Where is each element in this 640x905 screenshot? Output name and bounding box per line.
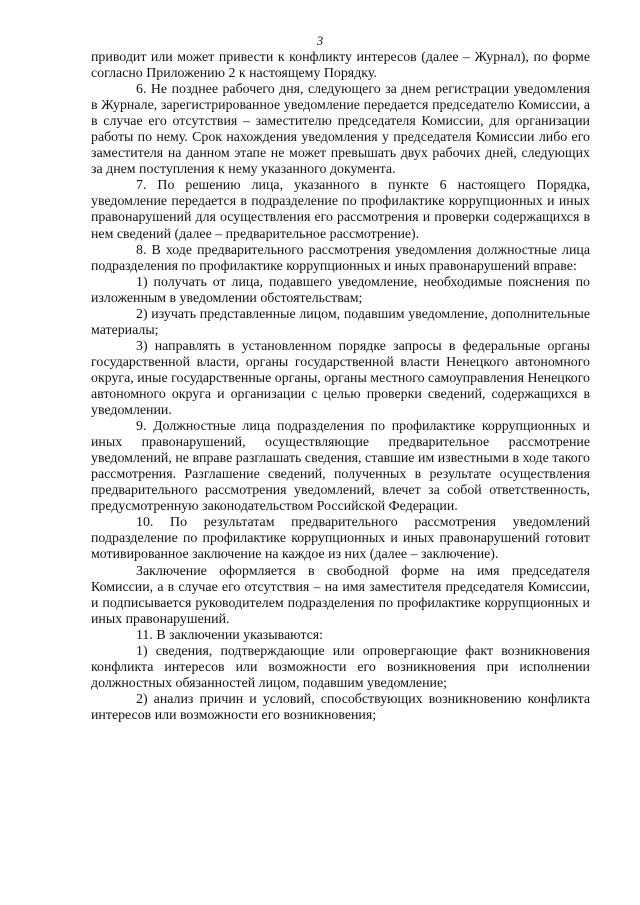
paragraph-item-11-2: 2) анализ причин и условий, способствующих возникновению конфликта интересов или возможности его возникновения; — [91, 691, 590, 723]
paragraph-conclusion-form: Заключение оформляется в свободной форме на имя председателя Комиссии, а в случае его отсутствия – на имя заместителя председателя Комиссии, и подписывается руководителем подразделения по профилактике коррупционных и иных правонарушений. — [91, 563, 590, 627]
paragraph-item-8-3: 3) направлять в установленном порядке запросы в федеральные органы государственной власти, органы государственной власти Ненецкого автономного округа, иные государственные органы, органы местного самоуправления Ненецкого автономного округа и организации с целью проверки сведений, содержащихся в уведомлении. — [91, 338, 590, 419]
paragraph-item-8: 8. В ходе предварительного рассмотрения уведомления должностные лица подразделения по профилактике коррупционных и иных правонарушений вправе: — [91, 242, 590, 274]
paragraph-item-7: 7. По решению лица, указанного в пункте 6 настоящего Порядка, уведомление передается в подразделение по профилактике коррупционных и иных правонарушений для осуществления его рассмотрения и проверки содержащихся в нем сведений (далее – предварительное рассмотрение). — [91, 178, 590, 242]
paragraph-item-9: 9. Должностные лица подразделения по профилактике коррупционных и иных правонарушений, осуществляющие предварительное рассмотрение уведомлений, не вправе разглашать сведения, ставшие им известными в ходе такого рассмотрения. Разглашение сведений, полученных в результате осуществления предварительного рассмотрения уведомлений, влечет за собой ответственность, предусмотренную законодательством Российской Федерации. — [91, 419, 590, 515]
paragraph-item-6: 6. Не позднее рабочего дня, следующего за днем регистрации уведомления в Журнале, зарегистрированное уведомление передается председателю Комиссии, а в случае его отсутствия – заместителю председателя Комиссии, для организации работы по нему. Срок нахождения уведомления у председателя Комиссии либо его заместителя на данном этапе не может превышать двух рабочих дней, следующих за днем поступления к нему указанного документа. — [91, 82, 590, 178]
page-number: 3 — [316, 34, 324, 48]
paragraph-item-8-1: 1) получать от лица, подавшего уведомление, необходимые пояснения по изложенным в уведомлении обстоятельствам; — [91, 274, 590, 306]
paragraph-continuation: приводит или может привести к конфликту интересов (далее – Журнал), по форме согласно Приложению 2 к настоящему Порядку. — [91, 50, 590, 82]
document-body — [91, 50, 590, 724]
paragraph-item-10: 10. По результатам предварительного рассмотрения уведомлений подразделение по профилактике коррупционных и иных правонарушений готовит мотивированное заключение на каждое из них (далее – заключение). — [91, 515, 590, 563]
paragraph-item-11: 11. В заключении указываются: — [136, 627, 324, 643]
paragraph-item-8-2: 2) изучать представленные лицом, подавшим уведомление, дополнительные материалы; — [91, 306, 590, 338]
paragraph-item-11-1: 1) сведения, подтверждающие или опровергающие факт возникновения конфликта интересов или возможности его возникновения при исполнении должностных обязанностей лицом, подавшим уведомление; — [91, 643, 590, 691]
